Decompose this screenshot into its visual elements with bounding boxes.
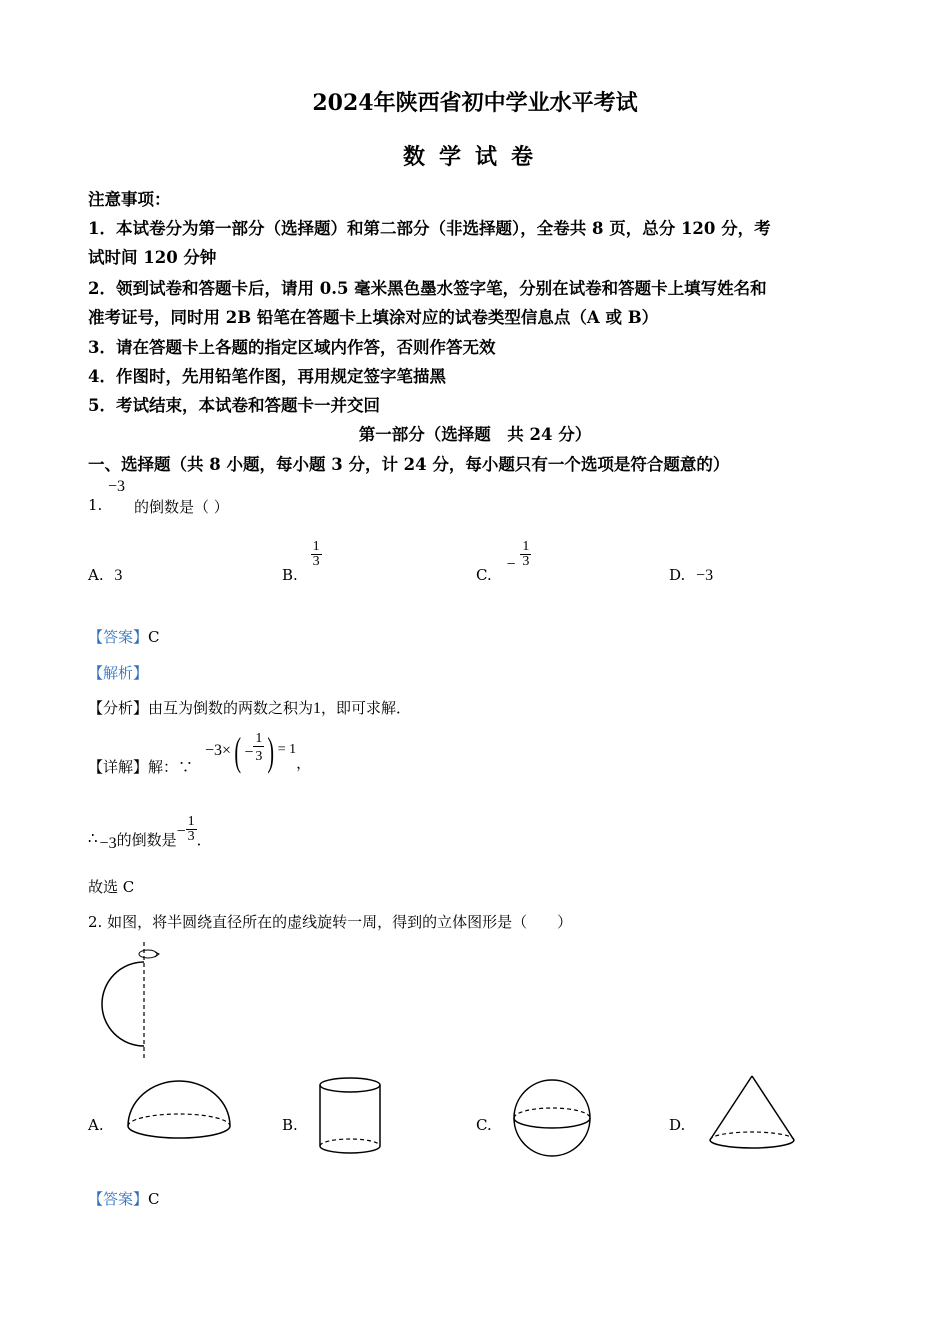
notes-heading: 注意事项： [88, 190, 171, 209]
option-value: −3 [696, 567, 714, 584]
q1-option-c[interactable] [476, 540, 531, 584]
analysis-tag: 【解析】 [88, 664, 149, 682]
q1-option-b[interactable] [282, 540, 322, 584]
q1-choose: 故选 C [88, 878, 135, 896]
therefore-symbol: ∴ [88, 829, 98, 847]
fraction-numerator: 1 [187, 814, 195, 829]
detail-comma: ， [296, 756, 312, 772]
q1-option-d[interactable] [669, 566, 713, 585]
q2-option-d-label[interactable]: D. [669, 1116, 686, 1134]
exam-title: 2024年陕西省初中学业水平考试 [312, 90, 638, 116]
q2-option-a-label[interactable]: A. [88, 1116, 104, 1134]
q1-expr: −3 [108, 478, 126, 495]
answer-tag: 【答案】 [88, 628, 149, 646]
fenxi-one: 1 [313, 700, 322, 717]
q1-stem: 的倒数是（ ） [134, 498, 229, 516]
fraction-numerator: 1 [255, 731, 263, 746]
detail-equation [205, 730, 311, 780]
semicircle-rotation-figure [90, 940, 170, 1065]
fraction-denominator: 3 [312, 554, 320, 569]
answer-tag: 【答案】 [88, 1190, 149, 1208]
note-line: 3．请在答题卡上各题的指定区域内作答，否则作答无效 [88, 338, 496, 357]
q2-stem: 2. 如图，将半圆绕直径所在的虚线旋转一周，得到的立体图形是（ ） [88, 913, 573, 931]
fraction-numerator: 1 [312, 539, 320, 554]
option-value: 3 [114, 567, 123, 584]
fenxi-text-end: ，即可求解． [321, 699, 412, 717]
fenxi-text: 由互为倒数的两数之积为 [148, 699, 314, 717]
left-paren: ( [234, 729, 242, 774]
minus-sign: − [506, 556, 516, 573]
part1-heading: 第一部分（选择题 共 24 分） [358, 425, 592, 444]
therefore-expr: −3 [99, 835, 117, 852]
q1-number: 1. [88, 496, 103, 514]
answer-value: C [148, 1190, 160, 1208]
exam-subtitle: 数学试卷 [402, 144, 547, 170]
detail-text: 解：∵ [148, 758, 194, 776]
option-label: D. [669, 566, 686, 584]
cylinder-icon[interactable] [314, 1074, 386, 1160]
q1-answer [88, 626, 160, 647]
q1-therefore [88, 815, 212, 855]
q2-answer [88, 1188, 160, 1209]
note-line: 4．作图时，先用铅笔作图，再用规定签字笔描黑 [88, 367, 446, 386]
note-line: 1．本试卷分为第一部分（选择题）和第二部分（非选择题），全卷共 8 页，总分 120 分，考 [88, 219, 771, 238]
therefore-text: 的倒数是 [116, 831, 177, 849]
q1-option-a[interactable] [88, 566, 122, 585]
note-line: 试时间 120 分钟 [88, 248, 217, 267]
detail-expr: −3× [205, 742, 232, 759]
detail-tag: 【详解】 [88, 758, 149, 776]
q1-detail [88, 756, 193, 777]
q2-option-c-label[interactable]: C. [476, 1116, 492, 1134]
note-line: 准考证号，同时用 2B 铅笔在答题卡上填涂对应的试卷类型信息点（A 或 B） [88, 308, 659, 327]
answer-value: C [148, 628, 160, 646]
detail-neg: − [244, 744, 254, 761]
note-line: 2．领到试卷和答题卡后，请用 0.5 毫米黑色墨水签字笔，分别在试卷和答题卡上填写姓名和 [88, 279, 767, 298]
cone-icon[interactable] [704, 1072, 800, 1156]
option-label: C. [476, 566, 492, 584]
section-heading: 一、选择题（共 8 小题，每小题 3 分，计 24 分，每小题只有一个选项是符合题意的） [88, 455, 730, 474]
q1-fenxi [88, 697, 411, 718]
fraction-denominator: 3 [522, 554, 530, 569]
sphere-icon[interactable] [510, 1076, 594, 1160]
option-label: B. [282, 566, 298, 584]
right-paren: ) [267, 729, 275, 774]
q2-option-b-label[interactable]: B. [282, 1116, 298, 1134]
note-line: 5．考试结束，本试卷和答题卡一并交回 [88, 396, 380, 415]
therefore-end: ． [196, 831, 212, 849]
fraction-denominator: 3 [253, 746, 264, 764]
therefore-sign: − [176, 823, 186, 840]
hemisphere-icon[interactable] [124, 1078, 234, 1158]
fraction-numerator: 1 [522, 539, 530, 554]
option-label: A. [88, 566, 104, 584]
fenxi-tag: 【分析】 [88, 699, 149, 717]
detail-equals: = 1 [277, 742, 297, 757]
fraction-denominator: 3 [187, 829, 195, 844]
